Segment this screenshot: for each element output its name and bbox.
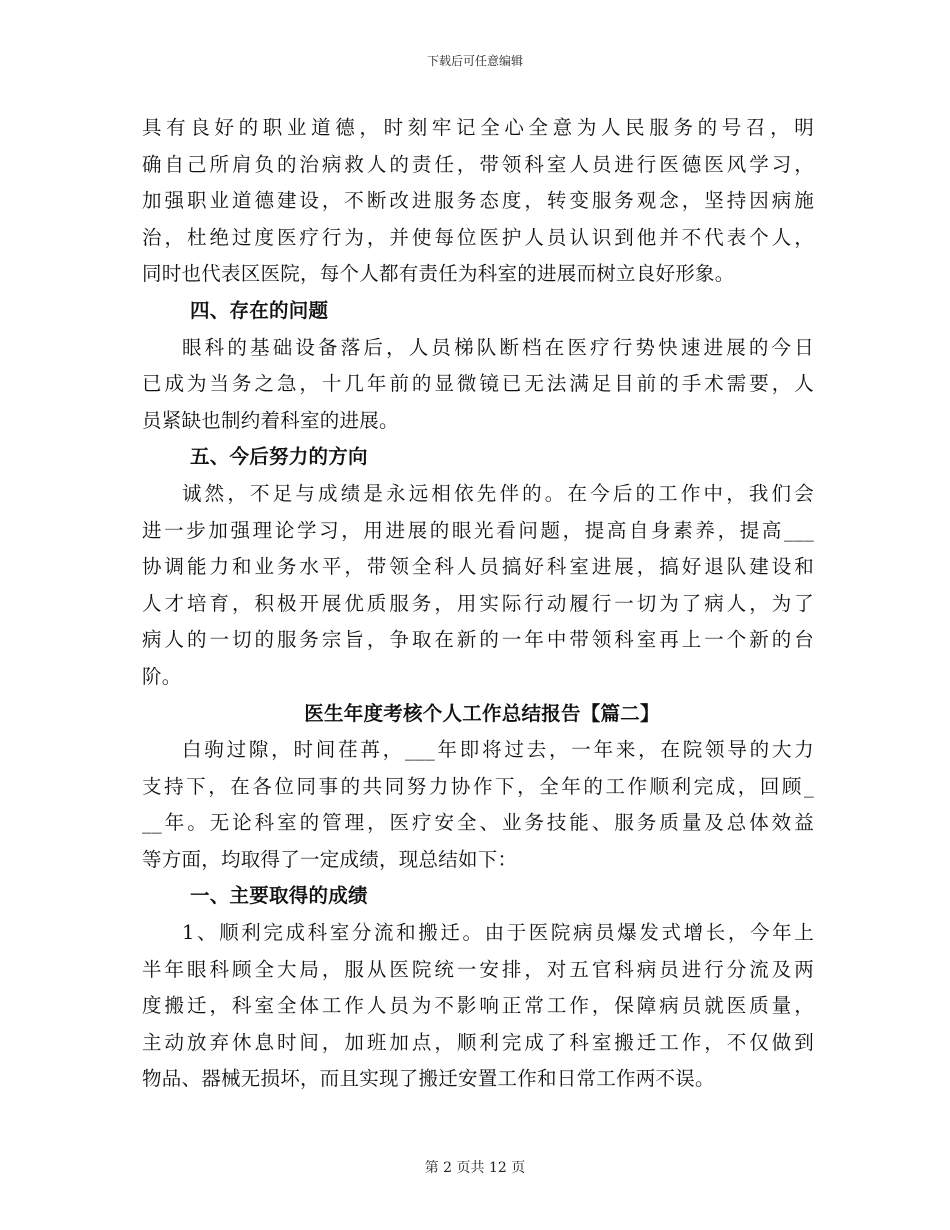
paragraph-line: 病人的一切的服务宗旨，争取在新的一年中带领科室再上一个新的台 [142,628,814,652]
page-footer: 第 2 页共 12 页 [424,1160,526,1176]
paragraph-line: 已成为当务之急，十几年前的显微镜已无法满足目前的手术需要，人 [142,372,814,396]
section-heading: 一、主要取得的成绩 [190,884,368,908]
paragraph-line: 白驹过隙，时间荏苒，___年即将过去，一年来，在院领导的大力 [182,738,814,762]
paragraph-line: 支持下，在各位同事的共同努力协作下，全年的工作顺利完成，回顾_ [142,774,814,798]
paragraph-line: __年。无论科室的管理，医疗安全、业务技能、服务质量及总体效益 [142,811,814,835]
paragraph-line: 物品、器械无损坏，而且实现了搬迁安置工作和日常工作两不误。 [142,1067,715,1091]
paragraph-line: 1、顺利完成科室分流和搬迁。由于医院病员爆发式增长，今年上 [182,921,814,945]
section-heading: 四、存在的问题 [190,298,329,322]
paragraph-line: 治，杜绝过度医疗行为，并使每位医护人员认识到他并不代表个人， [142,225,814,249]
paragraph-line: 同时也代表区医院，每个人都有责任为科室的进展而树立良好形象。 [142,262,735,286]
paragraph-line: 进一步加强理论学习，用进展的眼光看问题，提高自身素养，提高___ [142,518,814,542]
document-title: 医生年度考核个人工作总结报告【篇二】 [304,701,660,725]
paragraph-line: 半年眼科顾全大局，服从医院统一安排，对五官科病员进行分流及两 [142,957,814,981]
paragraph-line: 加强职业道德建设，不断改进服务态度，转变服务观念，坚持因病施 [142,189,814,213]
paragraph-line: 人才培育，积极开展优质服务，用实际行动履行一切为了病人，为了 [142,591,814,615]
paragraph-line: 员紧缺也制约着科室的进展。 [142,408,399,432]
paragraph-line: 确自己所肩负的治病救人的责任，带领科室人员进行医德医风学习， [142,152,814,176]
paragraph-line: 等方面，均取得了一定成绩，现总结如下： [142,847,518,871]
paragraph-line: 阶。 [142,664,182,688]
paragraph-line: 协调能力和业务水平，带领全科人员搞好科室进展，搞好退队建设和 [142,555,814,579]
page-header: 下载后可任意编辑 [426,54,523,68]
paragraph-line: 主动放弃休息时间，加班加点，顺利完成了科室搬迁工作，不仅做到 [142,1030,814,1054]
paragraph-line: 度搬迁，科室全体工作人员为不影响正常工作，保障病员就医质量， [142,994,814,1018]
paragraph-line: 诚然，不足与成绩是永远相依先伴的。在今后的工作中，我们会 [182,481,814,505]
paragraph-line: 眼科的基础设备落后，人员梯队断档在医疗行势快速进展的今日 [182,335,814,359]
document-body [142,110,814,1098]
paragraph-line: 具有良好的职业道德，时刻牢记全心全意为人民服务的号召，明 [142,116,814,139]
section-heading: 五、今后努力的方向 [190,445,368,469]
